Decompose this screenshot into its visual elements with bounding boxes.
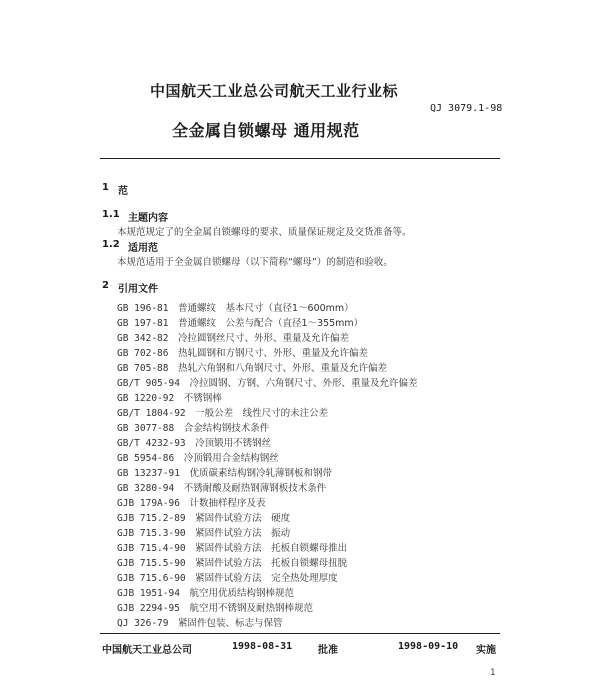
- section-1-number: 1: [102, 182, 109, 193]
- section-1-2-title: 适用范: [128, 243, 158, 254]
- reference-item: GB 342-82 冷拉圆钢丝尺寸、外形、重量及允许偏差: [117, 333, 350, 344]
- reference-item: GB 13237-91 优质碳素结构钢冷轧薄钢板和钢带: [117, 468, 332, 479]
- footer-divider: [100, 633, 500, 634]
- section-1-2-number: 1.2: [102, 239, 120, 250]
- reference-item: GB/T 905-94 冷拉圆钢、方钢、六角钢尺寸、外形、重量及允许偏差: [117, 378, 418, 389]
- reference-item: GJB 2294-95 航空用不锈钢及耐热钢棒规范: [117, 603, 313, 614]
- reference-item: GJB 715.6-90 紧固件试验方法 完全热处理厚度: [117, 573, 338, 584]
- section-1-2-text: 本规范适用于全金属自锁螺母（以下简称“螺母”）的制造和验收。: [117, 257, 393, 268]
- document-title: 全金属自锁螺母 通用规范: [172, 121, 360, 140]
- reference-item: GB/T 4232-93 冷顶锻用不锈钢丝: [117, 438, 272, 449]
- reference-item: GB 702-86 热轧圆钢和方钢尺寸、外形、重量及允许偏差: [117, 348, 369, 359]
- reference-item: GB 5954-86 冷顶锻用合金结构钢丝: [117, 453, 279, 464]
- section-2-title: 引用文件: [118, 284, 158, 295]
- reference-item: GB 197-81 普通螺纹 公差与配合（直径1～355mm）: [117, 318, 364, 329]
- section-1-1-number: 1.1: [102, 209, 120, 220]
- reference-item: GB 705-88 热轧六角钢和八角钢尺寸、外形、重量及允许偏差: [117, 363, 388, 374]
- approval-organization: 中国航天工业总公司: [102, 645, 192, 656]
- reference-item: GJB 179A-96 计数抽样程序及表: [117, 498, 266, 509]
- reference-item: GJB 715.2-89 紧固件试验方法 硬度: [117, 513, 291, 524]
- reference-item: GB/T 1804-92 一般公差 线性尺寸的未注公差: [117, 408, 329, 419]
- standard-number: QJ 3079.1-98: [430, 103, 503, 114]
- reference-item: GJB 715.5-90 紧固件试验方法 托板自锁螺母扭脱: [117, 558, 348, 569]
- reference-item: QJ 326-79 紧固件包装、标志与保管: [117, 618, 283, 629]
- approval-label: 批准: [318, 645, 338, 656]
- reference-item: GJB 715.3-90 紧固件试验方法 振动: [117, 528, 291, 539]
- effective-label: 实施: [476, 645, 496, 656]
- reference-item: GB 3077-88 合金结构钢技术条件: [117, 423, 270, 434]
- section-1-1-title: 主题内容: [128, 213, 168, 224]
- effective-date: 1998-09-10: [398, 641, 459, 652]
- section-2-number: 2: [102, 280, 109, 291]
- section-1-1-text: 本规范规定了的全金属自锁螺母的要求、质量保证规定及交货准备等。: [117, 227, 412, 238]
- reference-item: GJB 1951-94 航空用优质结构钢棒规范: [117, 588, 294, 599]
- reference-item: GJB 715.4-90 紧固件试验方法 托板自锁螺母推出: [117, 543, 348, 554]
- reference-item: GB 3280-94 不锈耐酸及耐热钢薄钢板技术条件: [117, 483, 327, 494]
- reference-item: GB 196-81 普通螺纹 基本尺寸（直径1～600mm）: [117, 303, 354, 314]
- header-divider: [100, 158, 500, 159]
- issuing-organization: 中国航天工业总公司航天工业行业标: [150, 82, 399, 100]
- page-number: 1: [490, 668, 496, 678]
- reference-item: GB 1220-92 不锈钢棒: [117, 393, 222, 404]
- approval-date: 1998-08-31: [232, 641, 293, 652]
- section-1-title: 范: [118, 186, 128, 197]
